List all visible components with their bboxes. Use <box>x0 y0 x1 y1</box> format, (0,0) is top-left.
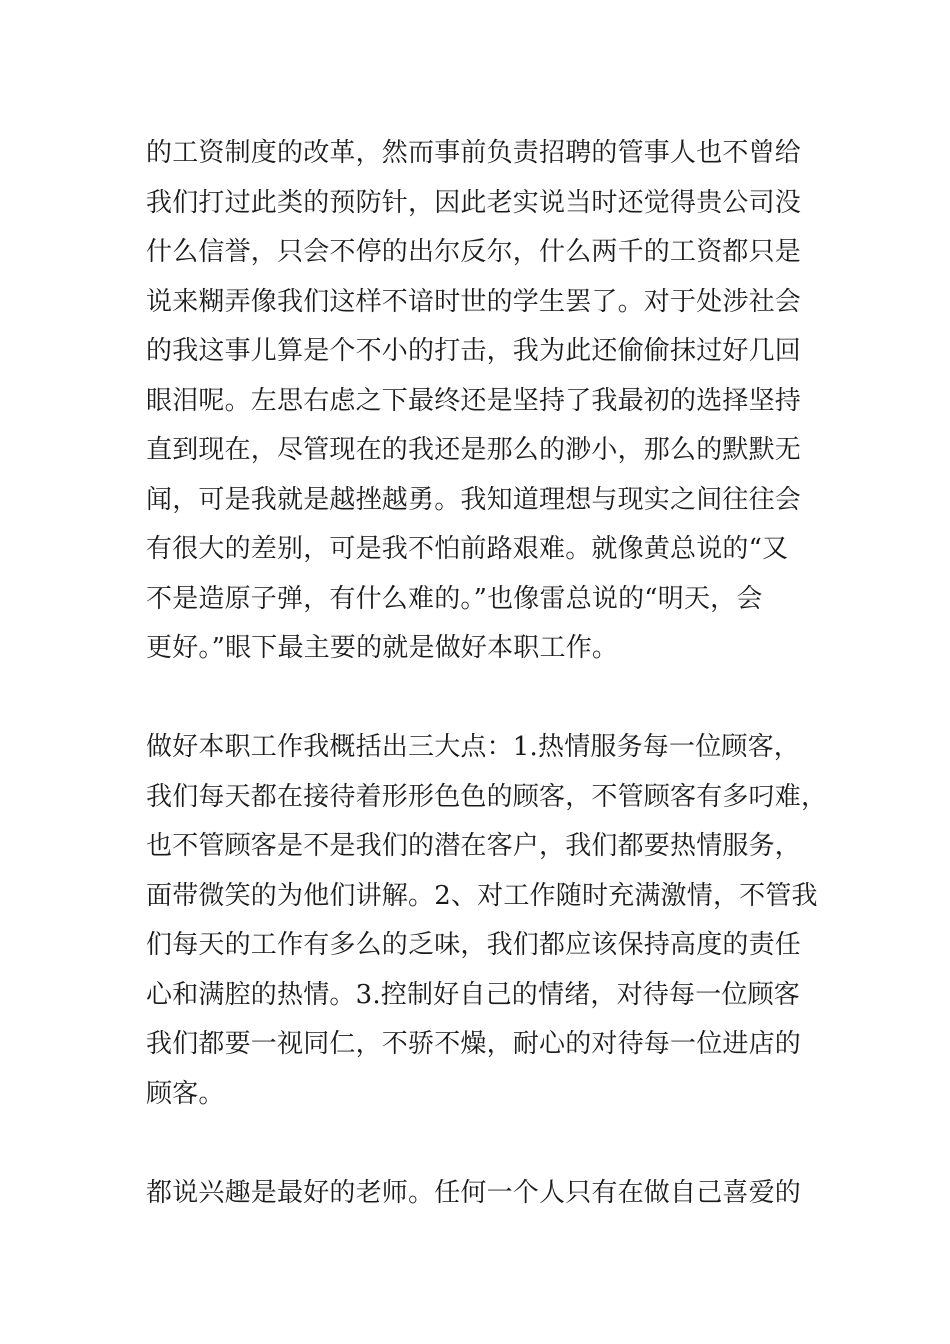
paragraph-gap <box>146 674 810 724</box>
text-line: 我们都要一视同仁，不骄不燥，耐心的对待每一位进店的 <box>146 1029 802 1059</box>
paragraph-2 <box>146 723 828 1119</box>
text-line: 都说兴趣是最好的老师。任何一个人只有在做自己喜爱的 <box>146 1177 802 1208</box>
text-line: 做好本职工作我概括出三大点：1.热情服务每一位顾客， <box>146 732 801 762</box>
text-line: 们每天的工作有多么的乏味，我们都应该保持高度的责任 <box>146 930 802 960</box>
text-line: 不是造原子弹，有什么难的。”也像雷总说的“明天，会 <box>146 583 763 614</box>
text-line: 眼泪呢。左思右虑之下最终还是坚持了我最初的选择坚持 <box>146 385 802 416</box>
text-line: 面带微笑的为他们讲解。2、对工作随时充满激情，不管我 <box>146 880 818 911</box>
text-line: 更好。”眼下最主要的就是做好本职工作。 <box>146 633 619 663</box>
text-line: 我们打过此类的预防针，因此老实说当时还觉得贵公司没 <box>146 187 802 218</box>
paragraph-3 <box>146 1169 810 1219</box>
text-line: 什么信誉，只会不停的出尔反尔，什么两千的工资都只是 <box>146 237 802 267</box>
text-line: 也不管顾客是不是我们的潜在客户，我们都要热情服务， <box>146 831 802 861</box>
text-line: 的工资制度的改革，然而事前负责招聘的管事人也不曾给 <box>146 138 802 168</box>
text-line: 直到现在，尽管现在的我还是那么的渺小，那么的默默无 <box>146 435 802 465</box>
text-line: 心和满腔的热情。3.控制好自己的情绪，对待每一位顾客 <box>146 979 801 1010</box>
text-line: 闻，可是我就是越挫越勇。我知道理想与现实之间往往会 <box>146 484 802 515</box>
text-line: 说来糊弄像我们这样不谙时世的学生罢了。对于处涉社会 <box>146 286 802 317</box>
paragraph-gap <box>146 1119 810 1169</box>
text-line: 有很大的差别，可是我不怕前路艰难。就像黄总说的“又 <box>146 534 789 564</box>
document-body <box>146 129 828 1218</box>
paragraph-1 <box>146 129 810 674</box>
text-line: 的我这事儿算是个不小的打击，我为此还偷偷抹过好几回 <box>146 336 802 366</box>
text-line: 我们每天都在接待着形形色色的顾客，不管顾客有多叼难， <box>146 781 828 812</box>
text-line: 顾客。 <box>146 1078 225 1109</box>
